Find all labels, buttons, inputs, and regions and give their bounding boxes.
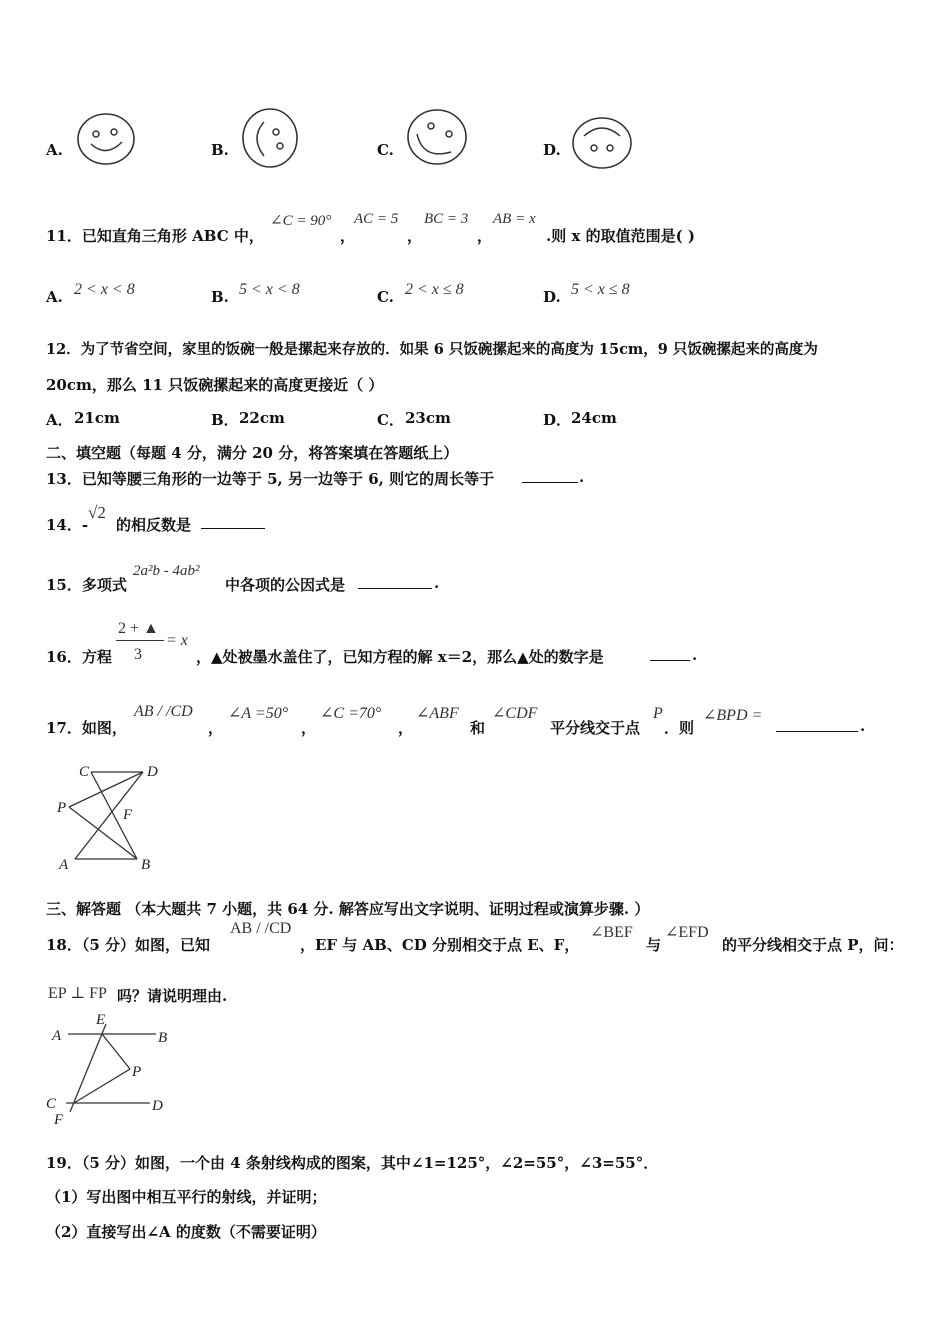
q11-option-a-text: 2 < x < 8 xyxy=(74,281,135,298)
q11-cond-bc: BC = 3 xyxy=(424,211,469,227)
q11-option-a-letter: A. xyxy=(46,288,63,306)
q16-prefix: 16．方程 xyxy=(46,648,112,666)
fig17-label-p: P xyxy=(57,800,67,816)
q12-line-1: 12．为了节省空间，家里的饭碗一般是摞起来存放的．如果 6 只饭碗摞起来的高度为 15cm，9 只饭碗摞起来的高度为 xyxy=(46,341,818,358)
fig17-label-a: A xyxy=(59,857,69,873)
q15-end: . xyxy=(434,574,440,592)
q17-math-angle-c: ∠C =70° xyxy=(320,705,382,722)
q11-option-d-letter: D. xyxy=(543,288,561,306)
q19-sub-1: （1）写出图中相互平行的射线，并证明； xyxy=(46,1188,327,1206)
q18-mid: ，EF 与 AB、CD 分别相交于点 E、F， xyxy=(300,936,580,954)
q16-end: . xyxy=(692,646,698,664)
face-upside-down-icon xyxy=(570,114,634,170)
q16-suffix: ，▲处被墨水盖住了，已知方程的解 x＝2，那么▲处的数字是 xyxy=(196,648,604,666)
q18-math-angle-efd: ∠EFD xyxy=(665,924,709,941)
q17-then: ．则 xyxy=(664,719,695,737)
q17-sep-1: ， xyxy=(208,719,224,737)
q18-prefix: 18．（5 分）如图，已知 xyxy=(46,936,211,954)
q15-prefix: 15．多项式 xyxy=(46,576,127,594)
q15-answer-blank[interactable] xyxy=(358,574,432,589)
q14-radical: √2 xyxy=(88,503,106,522)
q11-option-b-text: 5 < x < 8 xyxy=(239,281,300,298)
face-rotated-icon xyxy=(240,108,302,170)
q10-option-b-letter: B. xyxy=(211,141,229,159)
q15-expression: 2a²b - 4ab² xyxy=(133,563,200,579)
fig18-label-b: B xyxy=(158,1030,168,1046)
q17-and: 和 xyxy=(470,719,486,737)
q17-point-p: P xyxy=(653,705,663,722)
q17-math-ab-cd: AB / /CD xyxy=(134,703,193,720)
q16-fraction-bar xyxy=(116,640,164,641)
q18-suffix: 的平分线相交于点 P，问： xyxy=(722,936,904,954)
fig18-label-f: F xyxy=(54,1112,64,1128)
q18-math-ep-perp-fp: EP ⊥ FP xyxy=(48,985,107,1002)
q18-math-ab-cd: AB / /CD xyxy=(230,920,292,937)
fig18-line-ef xyxy=(70,1024,106,1112)
q14-answer-blank[interactable] xyxy=(201,514,265,529)
q17-math-angle-abf: ∠ABF xyxy=(416,705,459,722)
q19-sub-2: （2）直接写出∠A 的度数（不需要证明） xyxy=(46,1223,326,1241)
q11-sep-1: ， xyxy=(340,227,356,245)
q12-option-c-text: 23cm xyxy=(405,409,451,427)
fig18-label-a: A xyxy=(52,1028,62,1044)
q13-answer-blank[interactable] xyxy=(522,468,578,483)
figure-17 xyxy=(55,760,165,875)
q11-cond-angle-c: ∠C = 90° xyxy=(270,213,332,229)
q11-option-c-letter: C. xyxy=(377,288,394,306)
q10-option-a-letter: A. xyxy=(46,141,63,159)
q11-cond-ab: AB = x xyxy=(493,211,536,227)
q10-option-c-letter: C. xyxy=(377,141,394,159)
q17-math-angle-cdf: ∠CDF xyxy=(492,705,538,722)
q12-option-b-letter: B． xyxy=(211,411,239,429)
q18-math-angle-bef: ∠BEF xyxy=(590,924,633,941)
q17-math-angle-bpd: ∠BPD = xyxy=(703,707,763,724)
fig18-label-d: D xyxy=(152,1098,163,1114)
q15-suffix: 中各项的公因式是 xyxy=(225,576,346,594)
q14-prefix: 14．- xyxy=(46,516,89,534)
q17-sep-3: ， xyxy=(398,719,414,737)
q11-sep-3: ， xyxy=(477,227,493,245)
fig18-line-fp xyxy=(74,1069,130,1103)
q17-sep-2: ， xyxy=(301,719,317,737)
q12-option-c-letter: C． xyxy=(377,411,404,429)
q11-option-b-letter: B. xyxy=(211,288,229,306)
q17-math-angle-a: ∠A =50° xyxy=(228,705,289,722)
fig17-line-da xyxy=(75,772,143,859)
q12-option-a-text: 21cm xyxy=(74,409,120,427)
q16-denominator: 3 xyxy=(134,646,142,663)
fig18-label-p: P xyxy=(132,1064,142,1080)
q13-stem: 13．已知等腰三角形的一边等于 5, 另一边等于 6, 则它的周长等于 xyxy=(46,470,495,488)
q11-option-d-text: 5 < x ≤ 8 xyxy=(571,281,630,298)
fig17-label-b: B xyxy=(141,857,151,873)
q19-stem: 19．（5 分）如图，一个由 4 条射线构成的图案，其中∠1=125°，∠2=55°，∠3=55°． xyxy=(46,1154,659,1172)
q16-numerator: 2 + ▲ xyxy=(118,620,159,637)
q12-option-d-text: 24cm xyxy=(571,409,617,427)
q17-answer-blank[interactable] xyxy=(776,717,858,732)
fig17-label-d: D xyxy=(147,764,158,780)
q12-line-2: 20cm，那么 11 只饭碗摞起来的高度更接近（ ） xyxy=(46,376,384,394)
q16-answer-blank[interactable] xyxy=(650,646,690,661)
q11-option-c-text: 2 < x ≤ 8 xyxy=(405,281,464,298)
q13-end: . xyxy=(579,468,585,486)
face-tilted-icon xyxy=(405,108,469,166)
q12-option-a-letter: A． xyxy=(46,411,73,429)
figure-18 xyxy=(46,1010,176,1130)
face-smile-icon xyxy=(74,112,138,168)
fig17-label-f: F xyxy=(123,807,133,823)
q14-suffix: 的相反数是 xyxy=(116,516,192,534)
q16-rhs: = x xyxy=(166,632,188,649)
q17-prefix: 17．如图， xyxy=(46,719,127,737)
fig17-label-c: C xyxy=(79,764,90,780)
q18-and: 与 xyxy=(646,936,662,954)
q12-option-b-text: 22cm xyxy=(239,409,285,427)
section-3-heading: 三、解答题 （本大题共 7 小题，共 64 分. 解答应写出文字说明、证明过程或演算步骤. ） xyxy=(46,900,650,918)
q12-option-d-letter: D． xyxy=(543,411,572,429)
q11-sep-2: ， xyxy=(407,227,423,245)
q17-end: . xyxy=(860,717,866,735)
q11-stem-suffix: .则 x 的取值范围是( ) xyxy=(546,227,696,245)
fig18-label-c: C xyxy=(46,1096,57,1112)
q11-cond-ac: AC = 5 xyxy=(354,211,399,227)
q10-option-d-letter: D. xyxy=(543,141,561,159)
fig18-label-e: E xyxy=(96,1012,106,1028)
q11-stem-prefix: 11．已知直角三角形 ABC 中， xyxy=(46,227,264,245)
section-2-heading: 二、填空题（每题 4 分，满分 20 分，将答案填在答题纸上） xyxy=(46,444,459,462)
q17-mid: 平分线交于点 xyxy=(550,719,641,737)
fig18-line-ep xyxy=(102,1034,130,1069)
q18-line-2: 吗？请说明理由. xyxy=(117,987,228,1005)
